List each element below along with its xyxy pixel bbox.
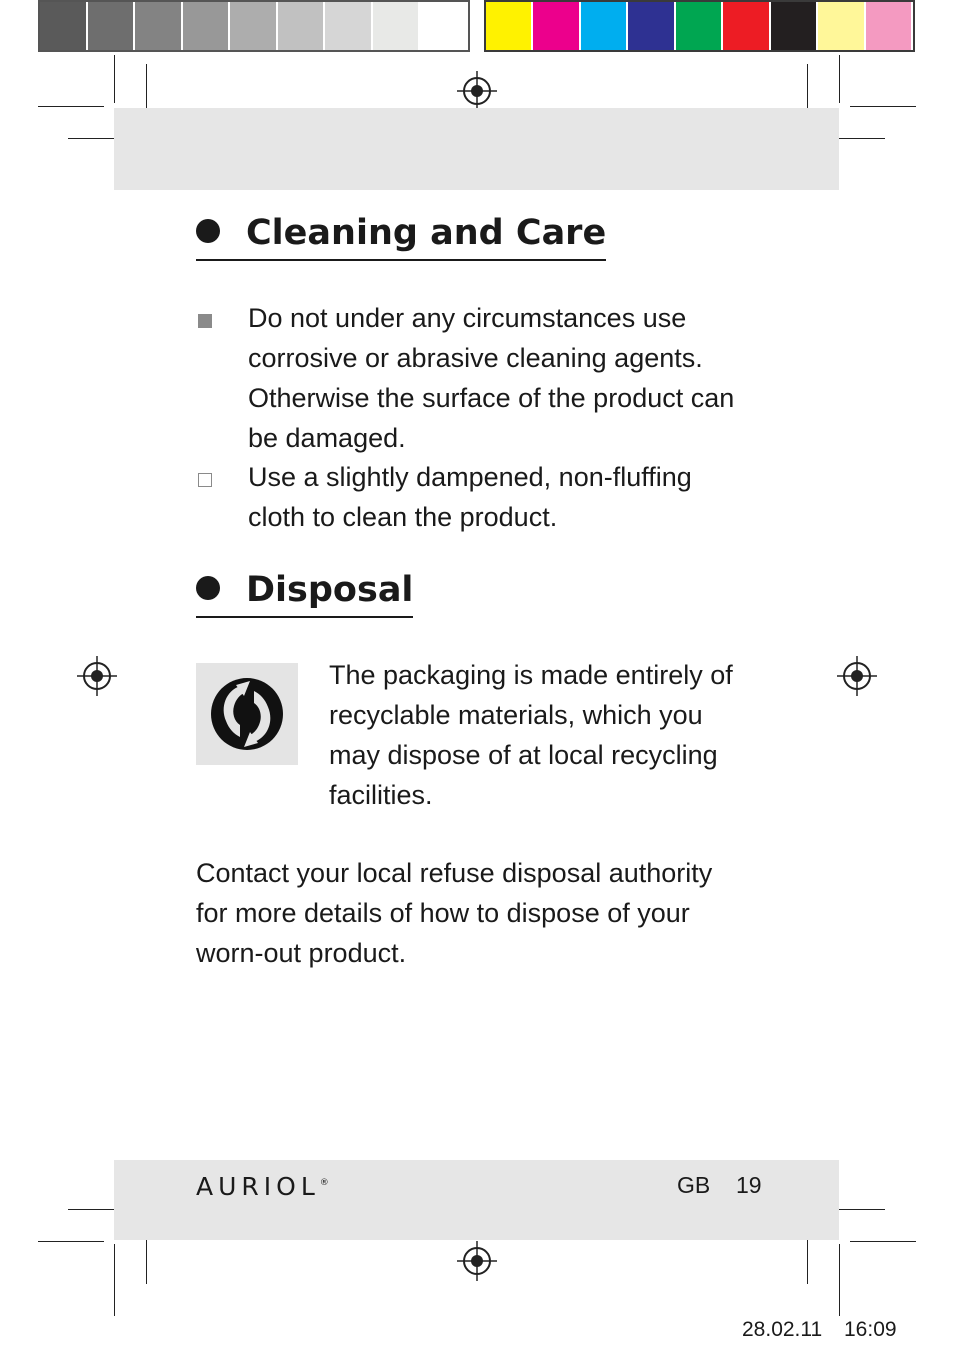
registration-mark-icon [835,654,879,698]
color-swatch [723,2,770,50]
section-heading-disposal [196,570,413,610]
registration-mark-icon [455,1239,499,1283]
registration-mark-icon [455,69,499,113]
color-swatch [581,2,628,50]
text-line: Do not under any circumstances use [248,303,687,333]
text-line: facilities. [329,780,433,810]
color-swatch [486,2,533,50]
text-line: recyclable materials, which you [329,700,703,730]
crop-mark [38,106,104,107]
recycle-description [329,655,733,815]
list-item [248,457,692,537]
text-line: Contact your local refuse disposal authority [196,858,713,888]
green-dot-recycling-icon [196,663,298,765]
language-code: GB [677,1172,711,1198]
print-time: 16:09 [844,1318,897,1341]
heading-title: Cleaning and Care [246,213,607,253]
recycle-symbol-box [196,663,298,765]
crop-mark [38,1241,104,1242]
heading-bullet-icon [196,576,220,600]
color-swatch [325,2,373,50]
crop-mark [850,1241,916,1242]
empty-square-bullet-icon [198,473,212,487]
text-line: worn-out product. [196,938,407,968]
filled-square-bullet-icon [198,314,212,328]
color-swatch [183,2,231,50]
color-swatch [88,2,136,50]
crop-mark [68,1209,114,1210]
crop-mark [839,138,885,139]
section-heading-cleaning [196,213,606,253]
crop-mark [839,1209,885,1210]
color-swatch [40,2,88,50]
color-swatch [420,2,468,50]
text-line: Use a slightly dampened, non-fluffing [248,462,692,492]
color-swatch [533,2,580,50]
brand-name: AURIOL [196,1172,320,1201]
crop-mark [839,55,840,103]
crop-mark [114,55,115,103]
color-bar [484,0,915,52]
crop-mark [114,1244,115,1316]
brand-logo [196,1172,329,1201]
color-swatch [278,2,326,50]
color-swatch [771,2,818,50]
color-swatch [676,2,723,50]
heading-underline [196,616,413,618]
page-number: 19 [736,1172,762,1198]
heading-bullet-icon [196,219,220,243]
crop-mark [839,1244,840,1316]
text-line: for more details of how to dispose of your [196,898,690,928]
grayscale-bar [38,0,470,52]
registered-mark: ® [319,1178,329,1188]
heading-underline [196,259,606,261]
color-swatch [230,2,278,50]
text-line: The packaging is made entirely of [329,660,733,690]
text-line: be damaged. [248,423,406,453]
text-line: Otherwise the surface of the product can [248,383,735,413]
text-line: cloth to clean the product. [248,502,558,532]
color-swatch [628,2,675,50]
list-item [248,298,734,458]
color-swatch [373,2,421,50]
text-line: may dispose of at local recycling [329,740,718,770]
crop-mark [68,138,114,139]
crop-mark [850,106,916,107]
heading-title: Disposal [246,570,414,610]
disposal-paragraph [196,853,712,973]
color-swatch [135,2,183,50]
header-band [114,108,839,190]
print-date: 28.02.11 [742,1318,823,1341]
text-line: corrosive or abrasive cleaning agents. [248,343,703,373]
color-swatch [866,2,913,50]
color-swatch [818,2,865,50]
registration-mark-icon [75,654,119,698]
